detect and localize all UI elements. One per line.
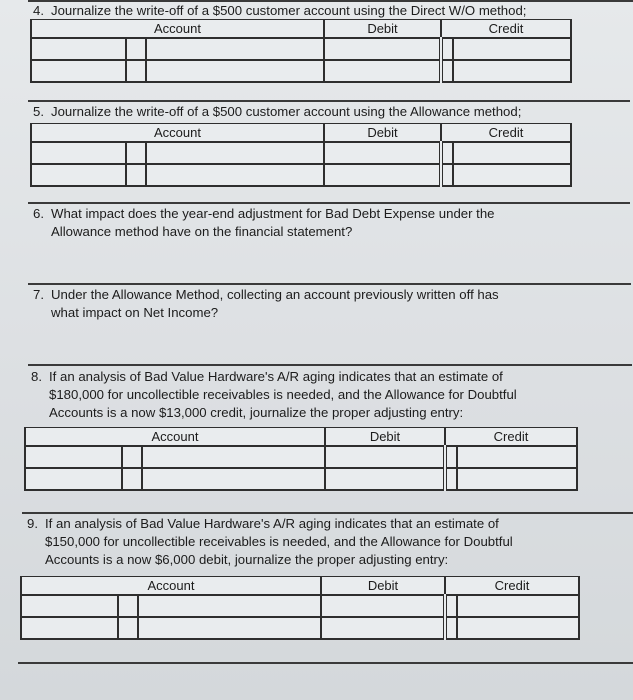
entry-cell[interactable] [122,468,142,490]
entry-cell[interactable] [441,164,453,186]
question-text: Journalize the write-off of a $500 customer account using the Allowance method; [51,104,522,119]
question-text: If an analysis of Bad Value Hardware's A/R aging indicates that an estimate of [49,369,503,384]
question-text: Under the Allowance Method, collecting an account previously written off has [51,287,499,302]
question-9 [27,515,513,569]
table-row [21,595,579,617]
debit-header: Debit [325,428,445,447]
entry-cell[interactable] [21,595,118,617]
journal-table-4 [30,19,572,83]
entry-cell[interactable] [118,595,138,617]
debit-cell[interactable] [325,468,445,490]
entry-cell[interactable] [441,142,453,164]
journal-table-5 [30,123,572,187]
debit-cell[interactable] [325,446,445,468]
debit-cell[interactable] [321,595,445,617]
divider [28,100,630,102]
question-4 [33,2,526,20]
credit-cell[interactable] [457,446,577,468]
account-cell[interactable] [146,142,324,164]
entry-cell[interactable] [21,617,118,639]
table-row [21,617,579,639]
account-cell[interactable] [138,595,321,617]
question-number: 8. [31,369,42,384]
question-number: 5. [33,104,44,119]
entry-cell[interactable] [122,446,142,468]
account-header: Account [21,577,321,596]
debit-cell[interactable] [321,617,445,639]
entry-cell[interactable] [118,617,138,639]
question-number: 6. [33,206,44,221]
debit-header: Debit [321,577,445,596]
credit-cell[interactable] [453,38,571,60]
credit-cell[interactable] [453,60,571,82]
table-row [25,468,577,490]
debit-header: Debit [324,20,441,39]
entry-cell[interactable] [445,595,457,617]
entry-cell[interactable] [445,617,457,639]
question-text: $150,000 for uncollectible receivables is needed, and the Allowance for Doubtful [45,534,513,549]
debit-cell[interactable] [324,38,441,60]
table-row [31,142,571,164]
entry-cell[interactable] [31,38,126,60]
credit-cell[interactable] [457,617,579,639]
debit-cell[interactable] [324,60,441,82]
account-cell[interactable] [146,38,324,60]
divider [18,662,633,664]
table-row [31,60,571,82]
question-text: Journalize the write-off of a $500 customer account using the Direct W/O method; [51,3,527,18]
question-text: $180,000 for uncollectible receivables is needed, and the Allowance for Doubtful [49,387,517,402]
question-text: Accounts is a now $6,000 debit, journalize the proper adjusting entry: [45,552,449,567]
entry-cell[interactable] [25,468,122,490]
question-number: 4. [33,3,44,18]
divider [28,364,632,366]
entry-cell[interactable] [126,60,146,82]
table-row [31,164,571,186]
journal-table-9 [20,576,580,640]
entry-cell[interactable] [25,446,122,468]
question-7 [33,286,499,322]
credit-header: Credit [441,20,571,39]
debit-header: Debit [324,124,441,143]
debit-cell[interactable] [324,142,441,164]
table-row [25,446,577,468]
question-text: what impact on Net Income? [51,305,219,320]
entry-cell[interactable] [441,38,453,60]
account-cell[interactable] [142,468,325,490]
debit-cell[interactable] [324,164,441,186]
question-text: Accounts is a now $13,000 credit, journalize the proper adjusting entry: [49,405,464,420]
question-text: If an analysis of Bad Value Hardware's A/R aging indicates that an estimate of [45,516,499,531]
question-6 [33,205,495,241]
question-number: 7. [33,287,44,302]
entry-cell[interactable] [126,164,146,186]
divider [28,202,630,204]
question-8 [31,368,517,422]
account-header: Account [31,124,324,143]
entry-cell[interactable] [126,38,146,60]
credit-cell[interactable] [453,164,571,186]
question-text: What impact does the year-end adjustment for Bad Debt Expense under the [51,206,495,221]
entry-cell[interactable] [126,142,146,164]
entry-cell[interactable] [441,60,453,82]
question-5 [33,103,521,121]
account-header: Account [25,428,325,447]
table-row [31,38,571,60]
account-cell[interactable] [146,164,324,186]
account-cell[interactable] [146,60,324,82]
credit-header: Credit [445,577,579,596]
divider [22,512,633,514]
credit-cell[interactable] [453,142,571,164]
account-cell[interactable] [142,446,325,468]
credit-header: Credit [441,124,571,143]
entry-cell[interactable] [445,446,457,468]
account-cell[interactable] [138,617,321,639]
entry-cell[interactable] [445,468,457,490]
entry-cell[interactable] [31,60,126,82]
credit-header: Credit [445,428,577,447]
credit-cell[interactable] [457,468,577,490]
journal-table-8 [24,427,578,491]
entry-cell[interactable] [31,142,126,164]
question-number: 9. [27,516,38,531]
divider [28,283,631,285]
question-text: Allowance method have on the financial statement? [51,224,353,239]
account-header: Account [31,20,324,39]
credit-cell[interactable] [457,595,579,617]
entry-cell[interactable] [31,164,126,186]
